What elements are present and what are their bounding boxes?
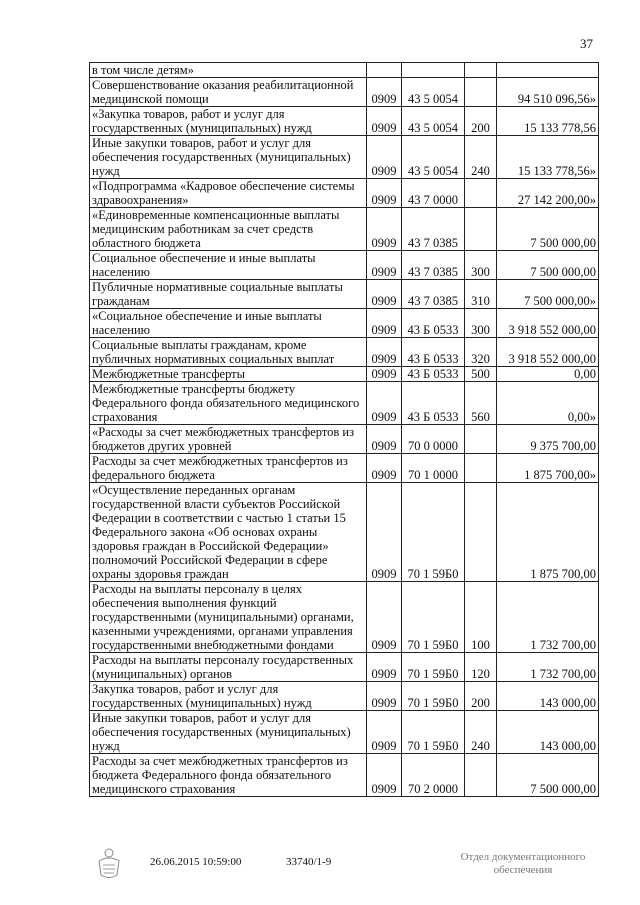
row-amount: 143 000,00 <box>497 711 599 754</box>
row-article-code: 43 7 0385 <box>402 251 465 280</box>
row-amount: 1 732 700,00 <box>497 582 599 653</box>
table-row <box>90 483 599 582</box>
row-name: Расходы за счет межбюджетных трансфертов из федерального бюджета <box>90 454 367 483</box>
row-name: Совершенствование оказания реабилитационной медицинской помощи <box>90 78 367 107</box>
row-article-code: 70 1 59Б0 <box>402 483 465 582</box>
row-section-code: 0909 <box>367 653 402 682</box>
table-row <box>90 682 599 711</box>
row-article-code: 70 0 0000 <box>402 425 465 454</box>
table-row <box>90 653 599 682</box>
budget-table-body <box>90 63 599 797</box>
row-section-code: 0909 <box>367 208 402 251</box>
table-row <box>90 251 599 280</box>
table-row <box>90 179 599 208</box>
row-section-code: 0909 <box>367 711 402 754</box>
table-row <box>90 367 599 382</box>
row-section-code: 0909 <box>367 382 402 425</box>
row-amount: 1 875 700,00 <box>497 483 599 582</box>
table-row <box>90 582 599 653</box>
row-section-code: 0909 <box>367 454 402 483</box>
row-section-code: 0909 <box>367 78 402 107</box>
row-article-code: 70 1 59Б0 <box>402 682 465 711</box>
row-amount: 7 500 000,00 <box>497 208 599 251</box>
row-article-code: 70 1 59Б0 <box>402 653 465 682</box>
row-expense-type: 310 <box>465 280 497 309</box>
row-name: «Закупка товаров, работ и услуг для государственных (муниципальных) нужд <box>90 107 367 136</box>
row-article-code <box>402 63 465 78</box>
row-expense-type: 240 <box>465 136 497 179</box>
row-section-code: 0909 <box>367 483 402 582</box>
table-row <box>90 78 599 107</box>
table-row <box>90 425 599 454</box>
row-expense-type: 300 <box>465 309 497 338</box>
row-amount: 15 133 778,56» <box>497 136 599 179</box>
row-section-code: 0909 <box>367 425 402 454</box>
row-expense-type: 560 <box>465 382 497 425</box>
row-name: «Единовременные компенсационные выплаты медицинским работникам за счет средств областного бюджета <box>90 208 367 251</box>
table-row <box>90 754 599 797</box>
row-expense-type <box>465 454 497 483</box>
row-expense-type: 240 <box>465 711 497 754</box>
table-row <box>90 711 599 754</box>
row-section-code: 0909 <box>367 682 402 711</box>
row-article-code: 43 7 0385 <box>402 280 465 309</box>
table-row <box>90 338 599 367</box>
footer-department-stamp <box>448 851 598 877</box>
row-name: Расходы за счет межбюджетных трансфертов из бюджета Федерального фонда обязательного медицинского страхования <box>90 754 367 797</box>
row-article-code: 43 5 0054 <box>402 136 465 179</box>
row-article-code: 43 5 0054 <box>402 107 465 136</box>
row-expense-type <box>465 208 497 251</box>
row-amount <box>497 63 599 78</box>
page-number: 37 <box>580 36 593 51</box>
row-amount: 7 500 000,00» <box>497 280 599 309</box>
row-amount: 3 918 552 000,00 <box>497 309 599 338</box>
row-expense-type <box>465 78 497 107</box>
footer-timestamp: 26.06.2015 10:59:00 <box>150 856 242 868</box>
row-expense-type: 200 <box>465 682 497 711</box>
row-expense-type: 200 <box>465 107 497 136</box>
row-section-code: 0909 <box>367 582 402 653</box>
row-name: Иные закупки товаров, работ и услуг для обеспечения государственных (муниципальных) нужд <box>90 711 367 754</box>
row-name: в том числе детям» <box>90 63 367 78</box>
row-expense-type <box>465 483 497 582</box>
row-amount: 7 500 000,00 <box>497 754 599 797</box>
row-name: Расходы на выплаты персоналу государственных (муниципальных) органов <box>90 653 367 682</box>
row-amount: 94 510 096,56» <box>497 78 599 107</box>
row-amount: 0,00 <box>497 367 599 382</box>
row-expense-type: 300 <box>465 251 497 280</box>
table-row <box>90 63 599 78</box>
table-row <box>90 208 599 251</box>
row-section-code: 0909 <box>367 338 402 367</box>
row-expense-type <box>465 63 497 78</box>
row-section-code: 0909 <box>367 251 402 280</box>
row-amount: 3 918 552 000,00 <box>497 338 599 367</box>
table-row <box>90 107 599 136</box>
row-article-code: 70 2 0000 <box>402 754 465 797</box>
row-article-code: 43 7 0000 <box>402 179 465 208</box>
row-name: «Расходы за счет межбюджетных трансфертов из бюджетов других уровней <box>90 425 367 454</box>
row-section-code <box>367 63 402 78</box>
table-row <box>90 136 599 179</box>
footer-document-number: 33740/1-9 <box>286 856 332 868</box>
coat-of-arms-emblem <box>96 847 122 886</box>
row-section-code: 0909 <box>367 754 402 797</box>
row-expense-type: 100 <box>465 582 497 653</box>
row-article-code: 43 Б 0533 <box>402 382 465 425</box>
row-name: Закупка товаров, работ и услуг для государственных (муниципальных) нужд <box>90 682 367 711</box>
row-expense-type <box>465 425 497 454</box>
footer-department-line-2: обеспечения <box>493 864 553 876</box>
row-name: Социальные выплаты гражданам, кроме публичных нормативных социальных выплат <box>90 338 367 367</box>
row-article-code: 43 Б 0533 <box>402 338 465 367</box>
row-name: «Социальное обеспечение и иные выплаты населению <box>90 309 367 338</box>
row-section-code: 0909 <box>367 107 402 136</box>
row-section-code: 0909 <box>367 136 402 179</box>
row-section-code: 0909 <box>367 280 402 309</box>
table-row <box>90 309 599 338</box>
row-name: Межбюджетные трансферты <box>90 367 367 382</box>
row-name: Публичные нормативные социальные выплаты гражданам <box>90 280 367 309</box>
row-expense-type: 320 <box>465 338 497 367</box>
row-section-code: 0909 <box>367 367 402 382</box>
row-amount: 1 732 700,00 <box>497 653 599 682</box>
row-section-code: 0909 <box>367 309 402 338</box>
row-amount: 1 875 700,00» <box>497 454 599 483</box>
row-amount: 0,00» <box>497 382 599 425</box>
row-expense-type: 120 <box>465 653 497 682</box>
table-row <box>90 382 599 425</box>
footer-department-line-1: Отдел документационного <box>460 851 586 863</box>
row-article-code: 43 Б 0533 <box>402 367 465 382</box>
row-name: Иные закупки товаров, работ и услуг для обеспечения государственных (муниципальных) нужд <box>90 136 367 179</box>
row-expense-type: 500 <box>465 367 497 382</box>
row-name: Межбюджетные трансферты бюджету Федерального фонда обязательного медицинского страхования <box>90 382 367 425</box>
row-article-code: 43 5 0054 <box>402 78 465 107</box>
row-expense-type <box>465 754 497 797</box>
row-name: «Осуществление переданных органам государственной власти субъектов Российской Федерации в соответствии с частью 1 статьи 15 Федерального закона «Об основах охраны здоровья граждан в Российской Федерации» полномочий Российской Федерации в сфере охраны здоровья граждан <box>90 483 367 582</box>
table-row <box>90 280 599 309</box>
row-section-code: 0909 <box>367 179 402 208</box>
row-article-code: 43 Б 0533 <box>402 309 465 338</box>
row-name: Социальное обеспечение и иные выплаты населению <box>90 251 367 280</box>
row-article-code: 70 1 59Б0 <box>402 711 465 754</box>
row-amount: 7 500 000,00 <box>497 251 599 280</box>
row-article-code: 70 1 0000 <box>402 454 465 483</box>
table-row <box>90 454 599 483</box>
row-amount: 9 375 700,00 <box>497 425 599 454</box>
row-amount: 143 000,00 <box>497 682 599 711</box>
row-name: Расходы на выплаты персоналу в целях обеспечения выполнения функций государственными (муниципальными) органами, казенными учреждениями, органами управления государственными внебюджетными фондами <box>90 582 367 653</box>
row-amount: 15 133 778,56 <box>497 107 599 136</box>
budget-table <box>89 62 599 797</box>
row-expense-type <box>465 179 497 208</box>
row-amount: 27 142 200,00» <box>497 179 599 208</box>
row-article-code: 43 7 0385 <box>402 208 465 251</box>
row-name: «Подпрограмма «Кадровое обеспечение системы здравоохранения» <box>90 179 367 208</box>
row-article-code: 70 1 59Б0 <box>402 582 465 653</box>
